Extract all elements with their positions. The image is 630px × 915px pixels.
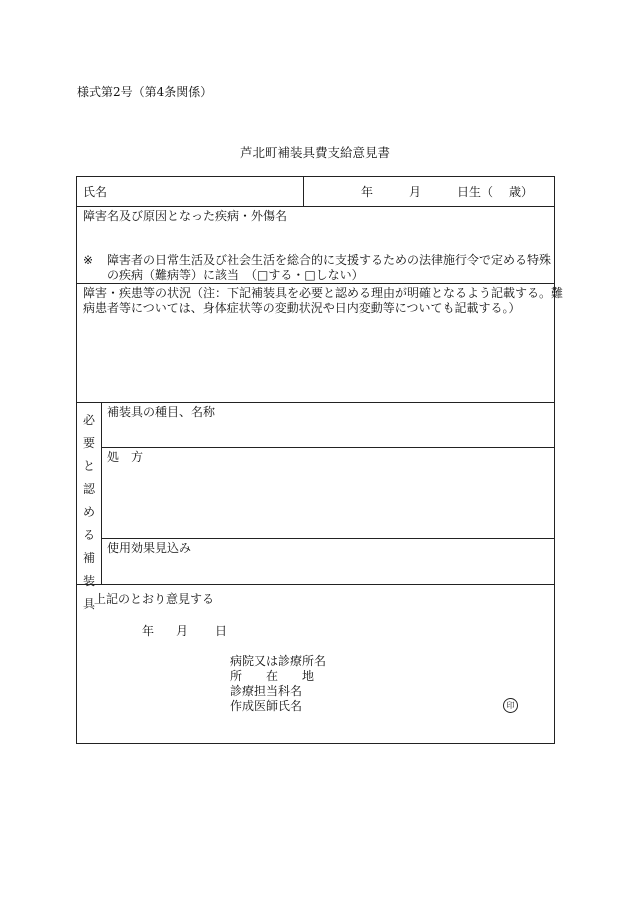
row-separator — [101, 538, 554, 539]
date-day-label: 日 — [215, 624, 228, 638]
device-type-name-label: 補装具の種目、名称 — [107, 405, 216, 419]
intractable-disease-note-line1: 障害者の日常生活及び社会生活を総合的に支援するための法律施行令で定める特殊 — [107, 253, 552, 267]
seal-mark: 印 — [503, 698, 518, 713]
row-separator — [77, 206, 554, 207]
row-separator — [101, 447, 554, 448]
opinion-statement: 上記のとおり意見する — [94, 592, 215, 606]
hospital-name-label: 病院又は診療所名 — [230, 654, 327, 668]
date-month-label: 月 — [176, 624, 189, 638]
form-number: 様式第2号（第4条関係） — [77, 85, 213, 99]
note-mark: ※ — [83, 253, 94, 267]
condition-status-line2: 病患者等については、身体症状等の変動状況や日内変動等についても記載する。） — [83, 301, 521, 315]
birth-month-label: 月 — [409, 185, 422, 199]
birth-year-label: 年 — [361, 185, 374, 199]
intractable-disease-note-line2: の疾病（難病等）に該当 （□する・□しない） — [107, 268, 364, 282]
row-separator — [77, 402, 554, 403]
prescription-label: 処 方 — [107, 450, 144, 464]
address-label: 所 在 地 — [230, 669, 315, 683]
section-divider — [101, 402, 102, 584]
age-label: 歳） — [509, 185, 534, 199]
birth-day-label: 日生（ — [457, 185, 494, 199]
row-separator — [77, 584, 554, 585]
date-year-label: 年 — [142, 624, 155, 638]
name-divider — [303, 177, 304, 206]
expected-effect-label: 使用効果見込み — [107, 541, 192, 555]
required-device-vertical-label: 必 要 と 認 め る 補 装 具 — [82, 413, 95, 611]
department-label: 診療担当科名 — [230, 684, 303, 698]
doctor-name-label: 作成医師氏名 — [230, 699, 303, 713]
row-separator — [77, 283, 554, 284]
disability-name-label: 障害名及び原因となった疾病・外傷名 — [83, 209, 288, 223]
condition-status-line1: 障害・疾患等の状況（注：下記補装具を必要と認める理由が明確となるよう記載する。難 — [83, 286, 564, 300]
document-title: 芦北町補装具費支給意見書 — [239, 145, 390, 160]
opinion-form-table — [76, 176, 564, 744]
name-label: 氏名 — [83, 185, 108, 199]
